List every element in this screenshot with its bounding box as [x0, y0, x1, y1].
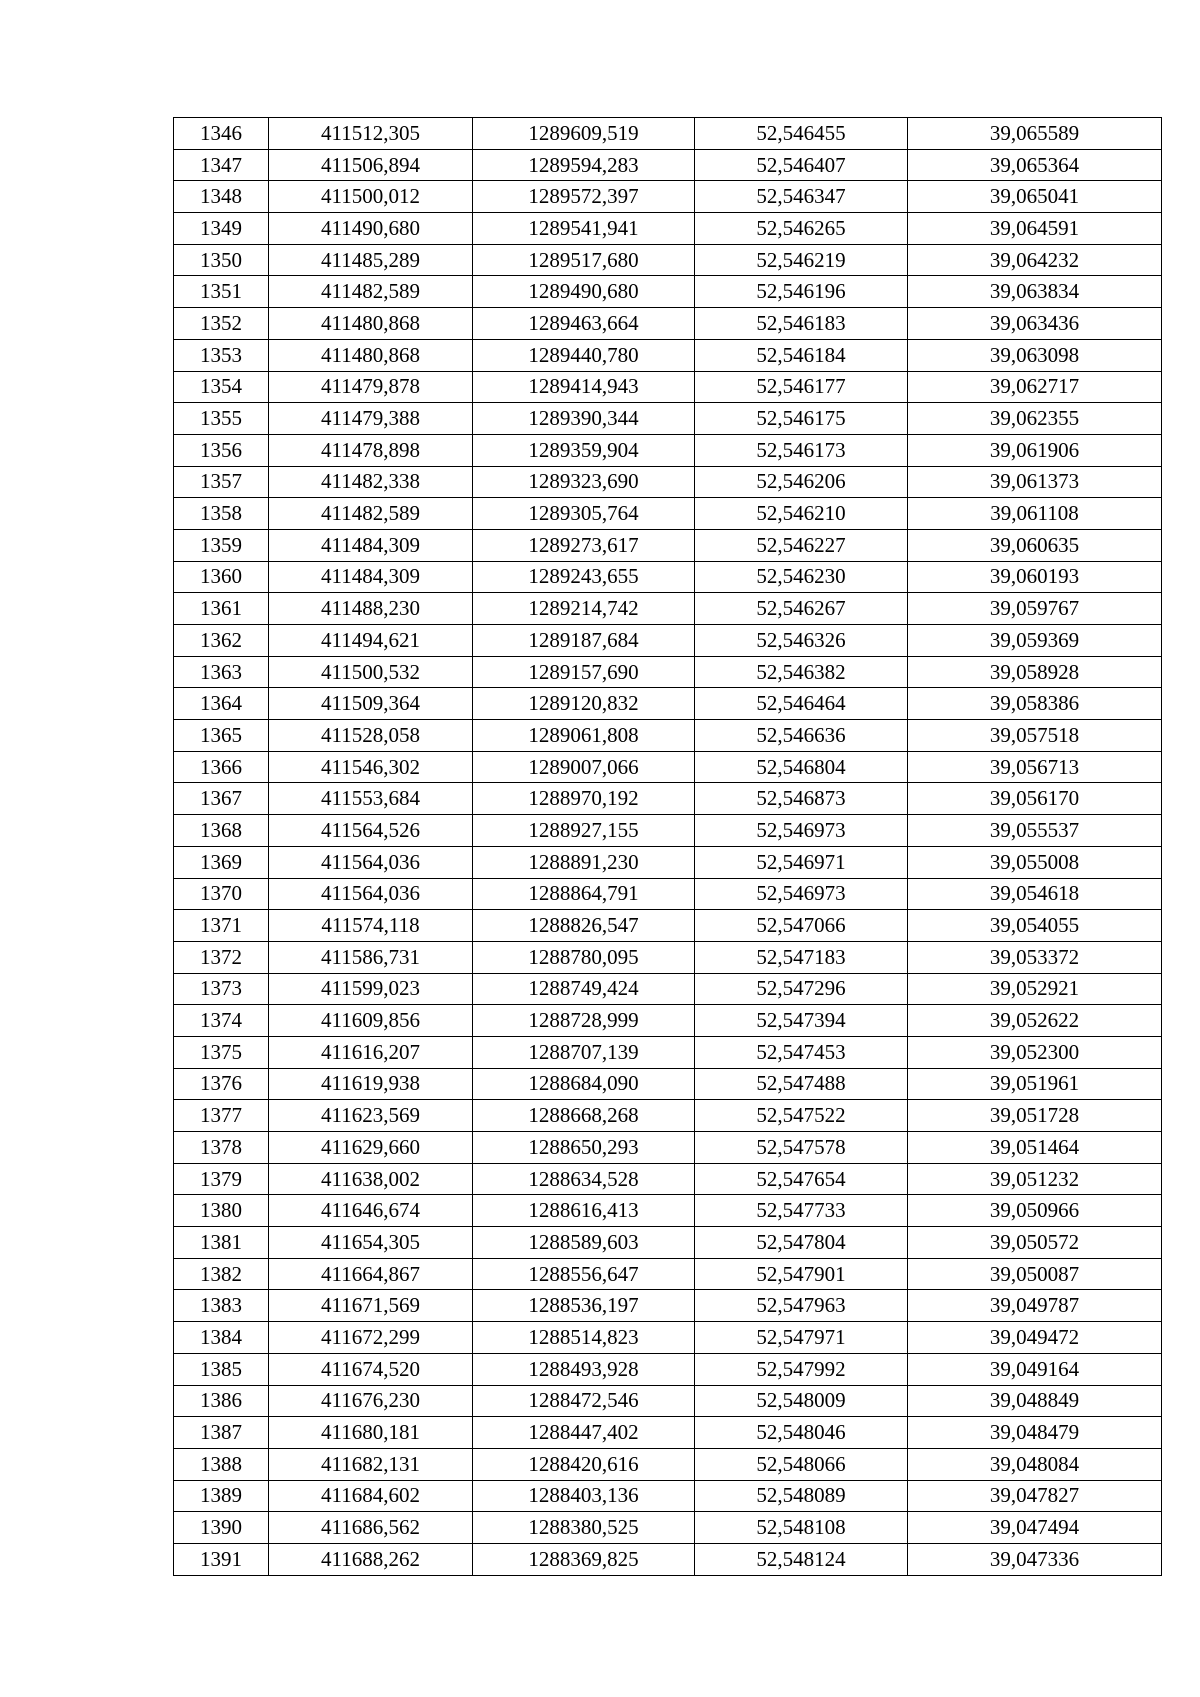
y-coordinate-cell: 1288403,136: [473, 1480, 695, 1512]
table-row: [174, 1322, 1162, 1354]
point-number-cell: 1377: [174, 1100, 269, 1132]
x-coordinate-cell: 411479,388: [269, 403, 473, 435]
y-coordinate-cell: 1289440,780: [473, 339, 695, 371]
table-row: [174, 751, 1162, 783]
longitude-cell: 39,059767: [908, 593, 1162, 625]
table-row: [174, 1005, 1162, 1037]
longitude-cell: 39,056170: [908, 783, 1162, 815]
table-row: [174, 403, 1162, 435]
latitude-cell: 52,547488: [695, 1068, 908, 1100]
point-number-cell: 1363: [174, 656, 269, 688]
y-coordinate-cell: 1289390,344: [473, 403, 695, 435]
y-coordinate-cell: 1288536,197: [473, 1290, 695, 1322]
y-coordinate-cell: 1288707,139: [473, 1036, 695, 1068]
y-coordinate-cell: 1289243,655: [473, 561, 695, 593]
table-row: [174, 529, 1162, 561]
point-number-cell: 1365: [174, 720, 269, 752]
point-number-cell: 1370: [174, 878, 269, 910]
point-number-cell: 1349: [174, 213, 269, 245]
latitude-cell: 52,546347: [695, 181, 908, 213]
latitude-cell: 52,546407: [695, 149, 908, 181]
table-row: [174, 1227, 1162, 1259]
longitude-cell: 39,047494: [908, 1512, 1162, 1544]
y-coordinate-cell: 1289541,941: [473, 213, 695, 245]
y-coordinate-cell: 1289572,397: [473, 181, 695, 213]
table-row: [174, 815, 1162, 847]
longitude-cell: 39,051232: [908, 1163, 1162, 1195]
point-number-cell: 1380: [174, 1195, 269, 1227]
latitude-cell: 52,548108: [695, 1512, 908, 1544]
latitude-cell: 52,546210: [695, 498, 908, 530]
point-number-cell: 1360: [174, 561, 269, 593]
x-coordinate-cell: 411629,660: [269, 1132, 473, 1164]
latitude-cell: 52,546196: [695, 276, 908, 308]
table-row: [174, 625, 1162, 657]
longitude-cell: 39,049787: [908, 1290, 1162, 1322]
x-coordinate-cell: 411574,118: [269, 910, 473, 942]
x-coordinate-cell: 411586,731: [269, 941, 473, 973]
longitude-cell: 39,051728: [908, 1100, 1162, 1132]
table-row: [174, 1163, 1162, 1195]
point-number-cell: 1364: [174, 688, 269, 720]
longitude-cell: 39,049164: [908, 1353, 1162, 1385]
longitude-cell: 39,063436: [908, 308, 1162, 340]
x-coordinate-cell: 411485,289: [269, 244, 473, 276]
x-coordinate-cell: 411494,621: [269, 625, 473, 657]
longitude-cell: 39,058386: [908, 688, 1162, 720]
latitude-cell: 52,546973: [695, 878, 908, 910]
x-coordinate-cell: 411482,338: [269, 466, 473, 498]
y-coordinate-cell: 1289273,617: [473, 529, 695, 561]
longitude-cell: 39,048849: [908, 1385, 1162, 1417]
point-number-cell: 1372: [174, 941, 269, 973]
longitude-cell: 39,051961: [908, 1068, 1162, 1100]
x-coordinate-cell: 411671,569: [269, 1290, 473, 1322]
point-number-cell: 1374: [174, 1005, 269, 1037]
latitude-cell: 52,546173: [695, 434, 908, 466]
y-coordinate-cell: 1288634,528: [473, 1163, 695, 1195]
latitude-cell: 52,546230: [695, 561, 908, 593]
y-coordinate-cell: 1288493,928: [473, 1353, 695, 1385]
longitude-cell: 39,062355: [908, 403, 1162, 435]
latitude-cell: 52,547394: [695, 1005, 908, 1037]
latitude-cell: 52,546382: [695, 656, 908, 688]
table-row: [174, 181, 1162, 213]
point-number-cell: 1355: [174, 403, 269, 435]
point-number-cell: 1348: [174, 181, 269, 213]
latitude-cell: 52,546464: [695, 688, 908, 720]
x-coordinate-cell: 411482,589: [269, 498, 473, 530]
x-coordinate-cell: 411490,680: [269, 213, 473, 245]
point-number-cell: 1382: [174, 1258, 269, 1290]
latitude-cell: 52,548009: [695, 1385, 908, 1417]
latitude-cell: 52,548124: [695, 1543, 908, 1575]
latitude-cell: 52,546804: [695, 751, 908, 783]
longitude-cell: 39,052921: [908, 973, 1162, 1005]
point-number-cell: 1371: [174, 910, 269, 942]
table-row: [174, 371, 1162, 403]
latitude-cell: 52,547522: [695, 1100, 908, 1132]
table-row: [174, 688, 1162, 720]
table-row: [174, 1385, 1162, 1417]
y-coordinate-cell: 1289490,680: [473, 276, 695, 308]
longitude-cell: 39,060193: [908, 561, 1162, 593]
latitude-cell: 52,546873: [695, 783, 908, 815]
y-coordinate-cell: 1288668,268: [473, 1100, 695, 1132]
longitude-cell: 39,063834: [908, 276, 1162, 308]
longitude-cell: 39,065364: [908, 149, 1162, 181]
point-number-cell: 1361: [174, 593, 269, 625]
x-coordinate-cell: 411599,023: [269, 973, 473, 1005]
table-row: [174, 1132, 1162, 1164]
table-row: [174, 561, 1162, 593]
table-row: [174, 656, 1162, 688]
latitude-cell: 52,547733: [695, 1195, 908, 1227]
x-coordinate-cell: 411680,181: [269, 1417, 473, 1449]
longitude-cell: 39,061108: [908, 498, 1162, 530]
table-row: [174, 1258, 1162, 1290]
longitude-cell: 39,060635: [908, 529, 1162, 561]
table-row: [174, 1068, 1162, 1100]
latitude-cell: 52,546227: [695, 529, 908, 561]
point-number-cell: 1388: [174, 1448, 269, 1480]
x-coordinate-cell: 411686,562: [269, 1512, 473, 1544]
x-coordinate-cell: 411684,602: [269, 1480, 473, 1512]
latitude-cell: 52,546184: [695, 339, 908, 371]
x-coordinate-cell: 411500,532: [269, 656, 473, 688]
point-number-cell: 1369: [174, 846, 269, 878]
y-coordinate-cell: 1288616,413: [473, 1195, 695, 1227]
x-coordinate-cell: 411688,262: [269, 1543, 473, 1575]
table-row: [174, 244, 1162, 276]
longitude-cell: 39,054618: [908, 878, 1162, 910]
y-coordinate-cell: 1289305,764: [473, 498, 695, 530]
table-row: [174, 339, 1162, 371]
point-number-cell: 1391: [174, 1543, 269, 1575]
table-row: [174, 593, 1162, 625]
y-coordinate-cell: 1288514,823: [473, 1322, 695, 1354]
point-number-cell: 1351: [174, 276, 269, 308]
latitude-cell: 52,546455: [695, 118, 908, 150]
table-row: [174, 1195, 1162, 1227]
y-coordinate-cell: 1288826,547: [473, 910, 695, 942]
y-coordinate-cell: 1288369,825: [473, 1543, 695, 1575]
table-row: [174, 276, 1162, 308]
x-coordinate-cell: 411564,526: [269, 815, 473, 847]
latitude-cell: 52,546636: [695, 720, 908, 752]
latitude-cell: 52,547296: [695, 973, 908, 1005]
longitude-cell: 39,061906: [908, 434, 1162, 466]
longitude-cell: 39,047827: [908, 1480, 1162, 1512]
latitude-cell: 52,546177: [695, 371, 908, 403]
y-coordinate-cell: 1288556,647: [473, 1258, 695, 1290]
x-coordinate-cell: 411478,898: [269, 434, 473, 466]
point-number-cell: 1362: [174, 625, 269, 657]
point-number-cell: 1357: [174, 466, 269, 498]
longitude-cell: 39,056713: [908, 751, 1162, 783]
table-row: [174, 1417, 1162, 1449]
x-coordinate-cell: 411506,894: [269, 149, 473, 181]
x-coordinate-cell: 411500,012: [269, 181, 473, 213]
longitude-cell: 39,054055: [908, 910, 1162, 942]
point-number-cell: 1390: [174, 1512, 269, 1544]
point-number-cell: 1376: [174, 1068, 269, 1100]
latitude-cell: 52,546326: [695, 625, 908, 657]
point-number-cell: 1379: [174, 1163, 269, 1195]
longitude-cell: 39,062717: [908, 371, 1162, 403]
table-row: [174, 783, 1162, 815]
longitude-cell: 39,061373: [908, 466, 1162, 498]
table-row: [174, 1480, 1162, 1512]
x-coordinate-cell: 411676,230: [269, 1385, 473, 1417]
point-number-cell: 1366: [174, 751, 269, 783]
table-row: [174, 466, 1162, 498]
x-coordinate-cell: 411654,305: [269, 1227, 473, 1259]
x-coordinate-cell: 411674,520: [269, 1353, 473, 1385]
longitude-cell: 39,050572: [908, 1227, 1162, 1259]
y-coordinate-cell: 1288728,999: [473, 1005, 695, 1037]
longitude-cell: 39,047336: [908, 1543, 1162, 1575]
y-coordinate-cell: 1288864,791: [473, 878, 695, 910]
y-coordinate-cell: 1288927,155: [473, 815, 695, 847]
y-coordinate-cell: 1289517,680: [473, 244, 695, 276]
table-row: [174, 973, 1162, 1005]
longitude-cell: 39,050087: [908, 1258, 1162, 1290]
point-number-cell: 1384: [174, 1322, 269, 1354]
longitude-cell: 39,055008: [908, 846, 1162, 878]
x-coordinate-cell: 411484,309: [269, 529, 473, 561]
y-coordinate-cell: 1289187,684: [473, 625, 695, 657]
point-number-cell: 1359: [174, 529, 269, 561]
table-row: [174, 308, 1162, 340]
point-number-cell: 1378: [174, 1132, 269, 1164]
latitude-cell: 52,547992: [695, 1353, 908, 1385]
y-coordinate-cell: 1288472,546: [473, 1385, 695, 1417]
latitude-cell: 52,546973: [695, 815, 908, 847]
longitude-cell: 39,048479: [908, 1417, 1162, 1449]
latitude-cell: 52,546265: [695, 213, 908, 245]
x-coordinate-cell: 411664,867: [269, 1258, 473, 1290]
y-coordinate-cell: 1288684,090: [473, 1068, 695, 1100]
latitude-cell: 52,546183: [695, 308, 908, 340]
x-coordinate-cell: 411646,674: [269, 1195, 473, 1227]
point-number-cell: 1383: [174, 1290, 269, 1322]
table-row: [174, 498, 1162, 530]
longitude-cell: 39,055537: [908, 815, 1162, 847]
x-coordinate-cell: 411616,207: [269, 1036, 473, 1068]
x-coordinate-cell: 411623,569: [269, 1100, 473, 1132]
y-coordinate-cell: 1289061,808: [473, 720, 695, 752]
table-row: [174, 910, 1162, 942]
point-number-cell: 1385: [174, 1353, 269, 1385]
latitude-cell: 52,547453: [695, 1036, 908, 1068]
longitude-cell: 39,065041: [908, 181, 1162, 213]
point-number-cell: 1368: [174, 815, 269, 847]
y-coordinate-cell: 1288420,616: [473, 1448, 695, 1480]
y-coordinate-cell: 1289594,283: [473, 149, 695, 181]
y-coordinate-cell: 1289323,690: [473, 466, 695, 498]
table-row: [174, 941, 1162, 973]
y-coordinate-cell: 1289463,664: [473, 308, 695, 340]
point-number-cell: 1373: [174, 973, 269, 1005]
y-coordinate-cell: 1288891,230: [473, 846, 695, 878]
latitude-cell: 52,548046: [695, 1417, 908, 1449]
y-coordinate-cell: 1288380,525: [473, 1512, 695, 1544]
latitude-cell: 52,546971: [695, 846, 908, 878]
latitude-cell: 52,546206: [695, 466, 908, 498]
y-coordinate-cell: 1289157,690: [473, 656, 695, 688]
y-coordinate-cell: 1288650,293: [473, 1132, 695, 1164]
latitude-cell: 52,547654: [695, 1163, 908, 1195]
y-coordinate-cell: 1289609,519: [473, 118, 695, 150]
y-coordinate-cell: 1289214,742: [473, 593, 695, 625]
point-number-cell: 1375: [174, 1036, 269, 1068]
point-number-cell: 1354: [174, 371, 269, 403]
longitude-cell: 39,051464: [908, 1132, 1162, 1164]
coordinates-table: [173, 117, 1162, 1576]
table-row: [174, 1543, 1162, 1575]
y-coordinate-cell: 1288589,603: [473, 1227, 695, 1259]
point-number-cell: 1387: [174, 1417, 269, 1449]
longitude-cell: 39,049472: [908, 1322, 1162, 1354]
point-number-cell: 1352: [174, 308, 269, 340]
table-row: [174, 720, 1162, 752]
table-row: [174, 878, 1162, 910]
table-row: [174, 1100, 1162, 1132]
x-coordinate-cell: 411619,938: [269, 1068, 473, 1100]
point-number-cell: 1381: [174, 1227, 269, 1259]
x-coordinate-cell: 411488,230: [269, 593, 473, 625]
longitude-cell: 39,058928: [908, 656, 1162, 688]
x-coordinate-cell: 411609,856: [269, 1005, 473, 1037]
table-row: [174, 118, 1162, 150]
y-coordinate-cell: 1289359,904: [473, 434, 695, 466]
x-coordinate-cell: 411512,305: [269, 118, 473, 150]
y-coordinate-cell: 1289414,943: [473, 371, 695, 403]
x-coordinate-cell: 411638,002: [269, 1163, 473, 1195]
y-coordinate-cell: 1288970,192: [473, 783, 695, 815]
x-coordinate-cell: 411528,058: [269, 720, 473, 752]
x-coordinate-cell: 411564,036: [269, 846, 473, 878]
latitude-cell: 52,546219: [695, 244, 908, 276]
longitude-cell: 39,052622: [908, 1005, 1162, 1037]
point-number-cell: 1356: [174, 434, 269, 466]
x-coordinate-cell: 411553,684: [269, 783, 473, 815]
longitude-cell: 39,048084: [908, 1448, 1162, 1480]
latitude-cell: 52,547066: [695, 910, 908, 942]
latitude-cell: 52,547971: [695, 1322, 908, 1354]
point-number-cell: 1353: [174, 339, 269, 371]
y-coordinate-cell: 1288749,424: [473, 973, 695, 1005]
x-coordinate-cell: 411672,299: [269, 1322, 473, 1354]
x-coordinate-cell: 411479,878: [269, 371, 473, 403]
longitude-cell: 39,052300: [908, 1036, 1162, 1068]
y-coordinate-cell: 1288447,402: [473, 1417, 695, 1449]
x-coordinate-cell: 411480,868: [269, 339, 473, 371]
y-coordinate-cell: 1289007,066: [473, 751, 695, 783]
table-row: [174, 846, 1162, 878]
table-row: [174, 1290, 1162, 1322]
longitude-cell: 39,050966: [908, 1195, 1162, 1227]
y-coordinate-cell: 1289120,832: [473, 688, 695, 720]
point-number-cell: 1350: [174, 244, 269, 276]
x-coordinate-cell: 411682,131: [269, 1448, 473, 1480]
x-coordinate-cell: 411480,868: [269, 308, 473, 340]
point-number-cell: 1347: [174, 149, 269, 181]
table-row: [174, 434, 1162, 466]
point-number-cell: 1346: [174, 118, 269, 150]
latitude-cell: 52,548089: [695, 1480, 908, 1512]
longitude-cell: 39,057518: [908, 720, 1162, 752]
latitude-cell: 52,546267: [695, 593, 908, 625]
table-row: [174, 1036, 1162, 1068]
x-coordinate-cell: 411482,589: [269, 276, 473, 308]
longitude-cell: 39,053372: [908, 941, 1162, 973]
longitude-cell: 39,059369: [908, 625, 1162, 657]
latitude-cell: 52,547578: [695, 1132, 908, 1164]
latitude-cell: 52,547804: [695, 1227, 908, 1259]
x-coordinate-cell: 411564,036: [269, 878, 473, 910]
longitude-cell: 39,063098: [908, 339, 1162, 371]
latitude-cell: 52,547963: [695, 1290, 908, 1322]
longitude-cell: 39,064232: [908, 244, 1162, 276]
table-row: [174, 1353, 1162, 1385]
latitude-cell: 52,546175: [695, 403, 908, 435]
table-row: [174, 149, 1162, 181]
table-row: [174, 213, 1162, 245]
latitude-cell: 52,547183: [695, 941, 908, 973]
table-row: [174, 1512, 1162, 1544]
latitude-cell: 52,548066: [695, 1448, 908, 1480]
longitude-cell: 39,065589: [908, 118, 1162, 150]
table-row: [174, 1448, 1162, 1480]
point-number-cell: 1389: [174, 1480, 269, 1512]
point-number-cell: 1386: [174, 1385, 269, 1417]
x-coordinate-cell: 411509,364: [269, 688, 473, 720]
x-coordinate-cell: 411546,302: [269, 751, 473, 783]
y-coordinate-cell: 1288780,095: [473, 941, 695, 973]
point-number-cell: 1358: [174, 498, 269, 530]
latitude-cell: 52,547901: [695, 1258, 908, 1290]
x-coordinate-cell: 411484,309: [269, 561, 473, 593]
coordinates-table-body: [174, 118, 1162, 1576]
point-number-cell: 1367: [174, 783, 269, 815]
longitude-cell: 39,064591: [908, 213, 1162, 245]
